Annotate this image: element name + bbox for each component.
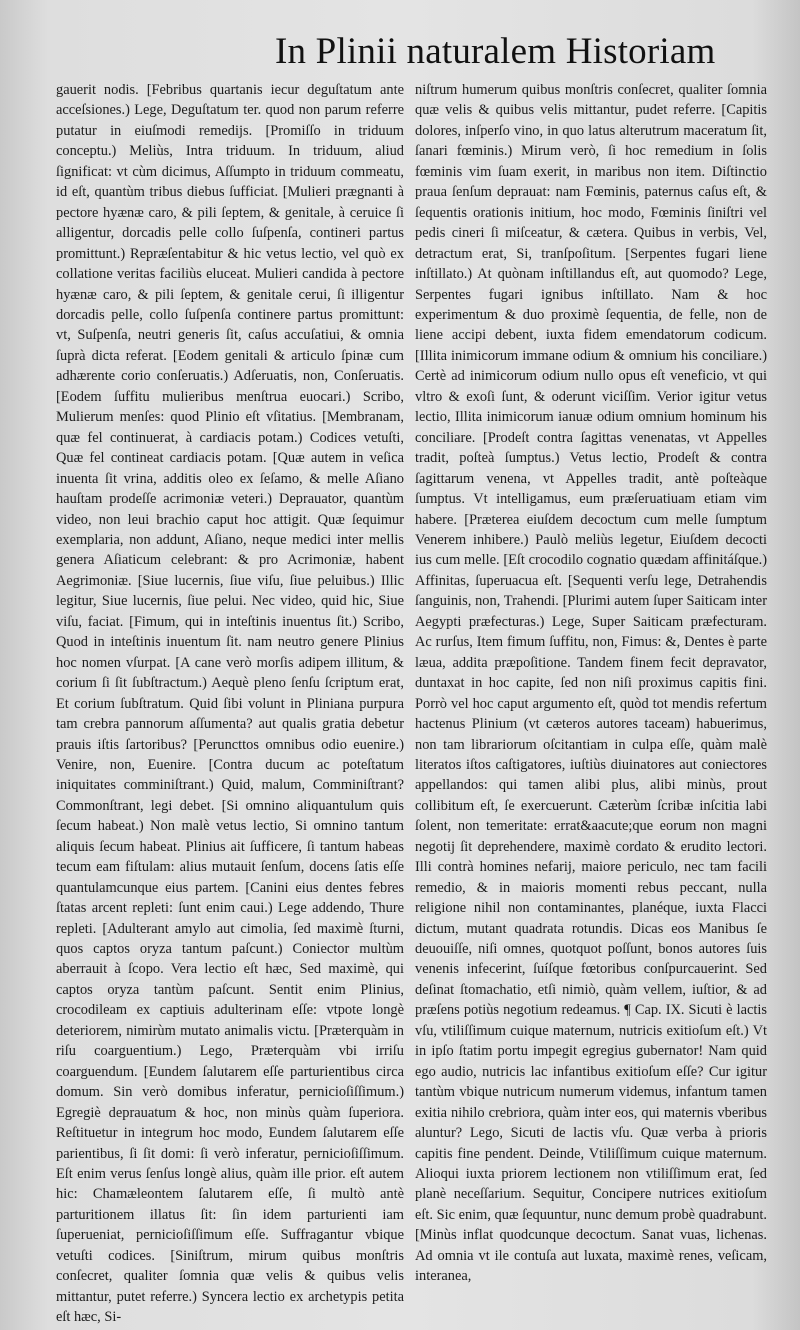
right-column-text: niſtrum humerum quibus monſtris conſecret, qualiter ſomnia quæ velis & quibus velis mittantur, pudet referre. [Capitis dolores, inſperſo vino, in quo latus alterutrum maceratum ſit, ſanari fœminis.) Mirum verò, ſi hoc remedium in ſolis fœminis vim ſuam exerit, in maribus non item. Diſtinctio praua ſenſum deprauat: nam Fœminis, paternus caſus eſt, & ſequentis orationis initium, hoc modo, Fœminis ſiniſtri vel pedis cineri ſi miſceatur, & cætera. Quibus in verbis, Vel, detractum erat, Si, tranſpoſitum. [Serpentes fugari liene inſtillato.) At quònam inſtillandus eſt, aut quomodo? Lege, Serpentes fugari ignibus inſtillato. Nam & hoc experimentum & duo proximè ſequentia, de felle, non de liene accipi debent, iuxta fidem emendatorum codicum. [Illita inimicorum immane odium & omnium his conciliare.) Certè ad inimicorum odium nullo opus eſt veneficio, vt qui vltro & exoſi ſunt, & oderunt viciſſim. Verior igitur vetus lectio, Illita inimicorum ianuæ odium omnium hominum his conciliare. [Prodeſt contra ſagittas venenatas, vt Appelles tradit, poſteà ſumptus.) Vetus lectio, Prodeſt & contra ſagittarum venena, vt Appelles tradit, antè poſteàque ſumptus. Vt intelligamus, eum præſeruatiuam etiam vim habere. [Præterea eiuſdem decoctum cum melle ſumptum Venerem inhibere.) Paulò meliùs legetur, Eiuſdem decocti ius cum melle. [Eſt crocodilo cognatio quædam affinitáſque.) Affinitas, ſuperuacua eſt. [Sequenti verſu lege, Detrahendis ſanguinis, non, Trahendi. [Plurimi autem ſuper Saiticam inter Aegypti præfecturas.) Lege, Super Saiticam præfecturam. Ac rurſus, Item fimum ſuffitu, non, Fimus: &, Dentes è parte læua, addita præpoſitione. Tandem finem fecit depravator, duntaxat in hoc capite, ſed non niſi proximus capitis fini. Porrò vel hoc caput argumento eſt, quòd tot mendis refertum hactenus Plinium (vt cæteros autores taceam) habuerimus, non tam librariorum oſcitantiam in culpa eſſe, quàm malè literatos iſtos caſtigatores, iuſtiùs diuinatores aut coniectores appellandos: qui tamen alibi plus, alibi minùs, prout collibitum eſt, ſe exercuerunt. Cæterùm ſcribæ inſcitia labi ſolent, non temeritate: errat&aacute;que eorum non magni negotij ſit deprehendere, maximè cordato & erudito lectori. Illi contrà homines nefarij, maiore periculo, nec tam facili remedio, & in maioris momenti rebus peccant, nulla religione nihil non contaminantes, planéque, iuxta Flacci dictum, mutant quadrata rotundis. Dicas eos Manibus ſe deuouiſſe, niſi omnes, quotquot poſſunt, bonos autores ſuis venenis infecerint, ſuíſque fœtoribus conſpurcauerint. Sed deſinat ſtomachatio, etſi nimiò, quàm vellem, iuſtior, & ad præſens potiùs negotium redeamus. ¶ Cap. IX. Sicuti è lactis vſu, vtiliſſimum cuique maternum, nutricis exitioſum eſt.) Vt in ipſo ſtatim portu impegit egregius gubernator! Nam quid ego audio, nutricis lac infantibus exitioſum eſſe? Cur igitur tantùm vbique nutricum numerum videmus, infantum tamen exitia nihilo crebriora, quàm inter eos, qui maternis vberibus aluntur? Lego, Sicuti de lactis vſu. Quæ verba à prioris capitis fine pendent. Deinde, Vtiliſſimum cuique maternum. Alioqui iuxta priorem lectionem non vtiliſſimum erat, ſed planè neceſſarium. Sequitur, Concipere nutrices exitioſum eſt. Sic enim, quæ ſequuntur, nunc demum probè quadrabunt. [Minùs inflat quodcunque decoctum. Sanat vuas, lichenas. Ad omnia vt ile contuſa aut luxata, maximè renes, veſicam, interanea, (415, 82, 767, 1285)
running-header (0, 30, 800, 76)
page-title: In Plinii naturalem Historiam (275, 31, 716, 72)
left-column (56, 80, 404, 1325)
left-column-text: gauerit nodis. [Febribus quartanis iecur deguſtatum ante acceſsiones.) Lege, Deguſtatum ter. quod non parum referre putatur in eiuſmodi remedijs. [Promiſſo in triduum conceptu.) Meliùs, Intra triduum. In triduum, aliud ſignificat: vt cùm dicimus, Aſſumpto in triduum commeatu, id eſt, quantùm tribus diebus ſufficiat. [Mulieri prægnanti à pectore hyænæ caro, & pili ſeptem, & genitale, à ceruice ſi alligentur, dorcadis pelle collo ſuſpenſa, contineri partus promittunt.) Repræſentabitur & hic vetus lectio, vel quò ex collatione veritas faciliùs eluceat. Mulieri candida à pectore hyænæ caro, & pili ſeptem, & genitale cerui, ſi illigentur dorcadis pelle, collo ſuſpenſa continere partus promittunt: vt, Suſpenſa, neutri generis ſit, caſus accuſatiui, & omnia ſuprà dicta referat. [Eodem genitali & articulo ſpinæ cum adhærente corio conſeruatis.) Adſeruatis, non, Conſeruatis. [Eodem ſuffitu mulieribus menſtrua euocari.) Scribo, Mulierum menſes: quod Plinio eſt vſitatius. [Membranam, quæ fel continuerat, à cardiacis potam.) Codices vetuſti, Quæ fel contineat cardiacis potam. [Quæ autem in veſica inuenta ſit vrina, additis oleo ex ſeſamo, & melle Aſiano hauſtam prodeſſe acrimoniæ veteri.) Deprauator, quantùm video, non leui brachio caput hoc attigit. Quæ ſequimur exemplaria, non addunt, Aſiano, neque medici inter mellis genera Aſiaticum celebrant: & pro Acrimoniæ, habent Aegrimoniæ. [Siue lucernis, ſiue viſu, ſiue peluibus.) Illic legitur, Siue lucernis, ſiue pelui. Nec video, quid hic, Siue viſu, faciat. [Fimum, qui in inteſtinis inuentus ſit.) Scribo, Quod in inteſtinis inuentum ſit. nam neutro genere Plinius hoc nomen vſurpat. [A cane verò morſis adipem illitum, & corium ſi ſit ſubſtractum.) Aequè pleno ſenſu ſcriptum erat, Et corium ſubſtratum. Quid ſibi volunt in Pliniana purpura tam crebra pannorum aſſumenta? aut qualis gratia debetur prauis iſtis ſartoribus? [Peruncttos omnibus odio euenire.) Venire, non, Euenire. [Contra ducum ac poteſtatum iniquitates comminiſtrant.) Quid, malum, Comminiſtrant? Commonſtrant, legi debet. [Si omnino aliquantulum quis ſecum habeat.) Non malè vetus lectio, Si omnino tantum aliquis ſecum habeat. Plinius ait ſufficere, ſi tantum habeas tecum eam fiſtulam: alius mutauit ſenſum, docens ſatis eſſe quantulamcunque eius partem. [Canini eius dentes febres ſtatas arcent repleti: ſunt enim caui.) Lege addendo, Thure repleti. [Adulterant amylo aut cimolia, ſed maximè ſturni, quos captos oryza tantum paſcunt.) Coniector multùm aberrauit à ſcopo. Vera lectio eſt hæc, Sed maximè, qui captos oryza tantùm paſcunt. Sentit enim Plinius, crocodileam ex captiuis adulterinam eſſe: vtpote longè deteriorem, nimirùm mutato animalis victu. [Præterquàm in riſu coarguentium.) Lego, Præterquàm vbi irriſu coarguendum. [Eundem ſalutarem eſſe parturientibus circa domum. Sin verò domibus inferatur, pernicioſiſſimum.) Egregiè deprauatum & hoc, non minùs quàm ſuperiora. Reſtituetur in integrum hoc modo, Eundem ſalutarem eſſe parientibus, ſi ſit domi: ſi verò inferatur, pernicioſiſſimum. Eſt enim verus ſenſus longè alius, quàm ille prior. eſt autem hic: Chamæleontem ſalutarem eſſe, ſi multò antè parturitionem illatus ſit: ſin idem parturienti iam ſuperueniat, pernicioſiſſimum eſſe. Suffragantur vbique vetuſti codices. [Siniſtrum, mirum quibus monſtris conſecret, qualiter ſomnia quæ velis & quibus velis mittantur, putet referre.) Syncera lectio ex archetypis petita eſt hæc, Si- (56, 82, 404, 1325)
right-column (415, 80, 767, 1325)
